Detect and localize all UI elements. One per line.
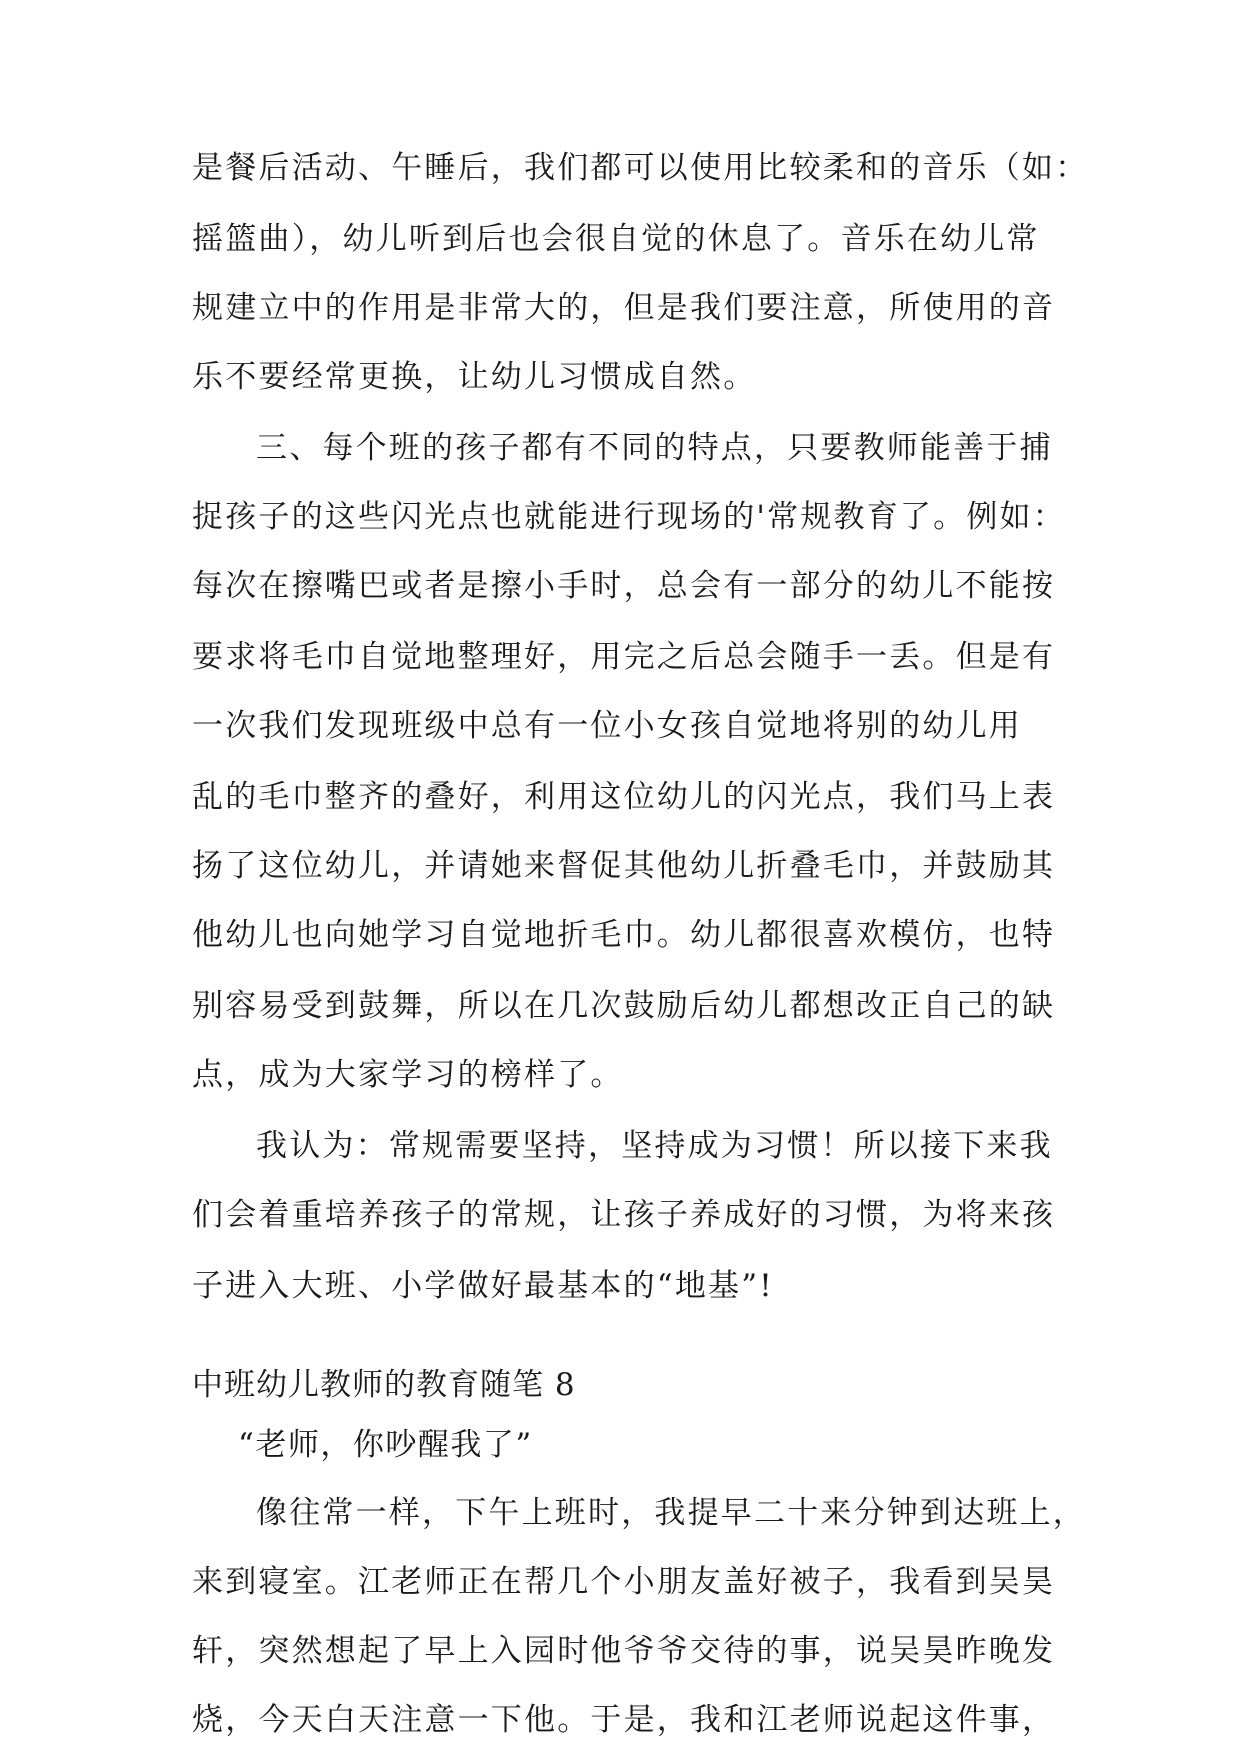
paragraph-line: 像往常一样，下午上班时，我提早二十来分钟到达班上， bbox=[256, 1495, 1086, 1531]
paragraph-line: 一次我们发现班级中总有一位小女孩自觉地将别的幼儿用 bbox=[192, 708, 1022, 744]
story-title: “老师，你吵醒我了” bbox=[238, 1427, 533, 1463]
paragraph-line: 们会着重培养孩子的常规，让孩子养成好的习惯，为将来孩 bbox=[192, 1197, 1056, 1233]
paragraph-line: 乱的毛巾整齐的叠好，利用这位幼儿的闪光点，我们马上表 bbox=[192, 779, 1056, 815]
paragraph-line: 点，成为大家学习的榜样了。 bbox=[192, 1057, 624, 1093]
paragraph-line: 来到寝室。江老师正在帮几个小朋友盖好被子，我看到吴昊 bbox=[192, 1564, 1056, 1600]
paragraph-line: 乐不要经常更换，让幼儿习惯成自然。 bbox=[192, 359, 757, 395]
paragraph-line: 烧，今天白天注意一下他。于是，我和江老师说起这件事， bbox=[192, 1702, 1056, 1738]
paragraph-line: 是餐后活动、午睡后，我们都可以使用比较柔和的音乐（如： bbox=[192, 150, 1089, 186]
paragraph-line: 规建立中的作用是非常大的，但是我们要注意，所使用的音 bbox=[192, 290, 1056, 326]
paragraph-line: 别容易受到鼓舞，所以在几次鼓励后幼儿都想改正自己的缺 bbox=[192, 988, 1056, 1024]
paragraph-line: 摇篮曲），幼儿听到后也会很自觉的休息了。音乐在幼儿常 bbox=[192, 221, 1040, 257]
paragraph-line: 子进入大班、小学做好最基本的“地基”! bbox=[192, 1268, 774, 1304]
paragraph-line: 要求将毛巾自觉地整理好，用完之后总会随手一丢。但是有 bbox=[192, 639, 1056, 675]
paragraph-line: 扬了这位幼儿，并请她来督促其他幼儿折叠毛巾，并鼓励其 bbox=[192, 848, 1056, 884]
section-heading: 中班幼儿教师的教育随笔 8 bbox=[192, 1367, 576, 1403]
paragraph-line: 三、每个班的孩子都有不同的特点，只要教师能善于捕 bbox=[256, 430, 1053, 466]
paragraph-line: 轩，突然想起了早上入园时他爷爷交待的事，说吴昊昨晚发 bbox=[192, 1633, 1056, 1669]
paragraph-line: 每次在擦嘴巴或者是擦小手时，总会有一部分的幼儿不能按 bbox=[192, 568, 1056, 604]
paragraph-line: 他幼儿也向她学习自觉地折毛巾。幼儿都很喜欢模仿，也特 bbox=[192, 917, 1056, 953]
paragraph-line: 我认为：常规需要坚持，坚持成为习惯！所以接下来我 bbox=[256, 1128, 1053, 1164]
paragraph-line: 捉孩子的这些闪光点也就能进行现场的'常规教育了。例如： bbox=[192, 499, 1066, 535]
